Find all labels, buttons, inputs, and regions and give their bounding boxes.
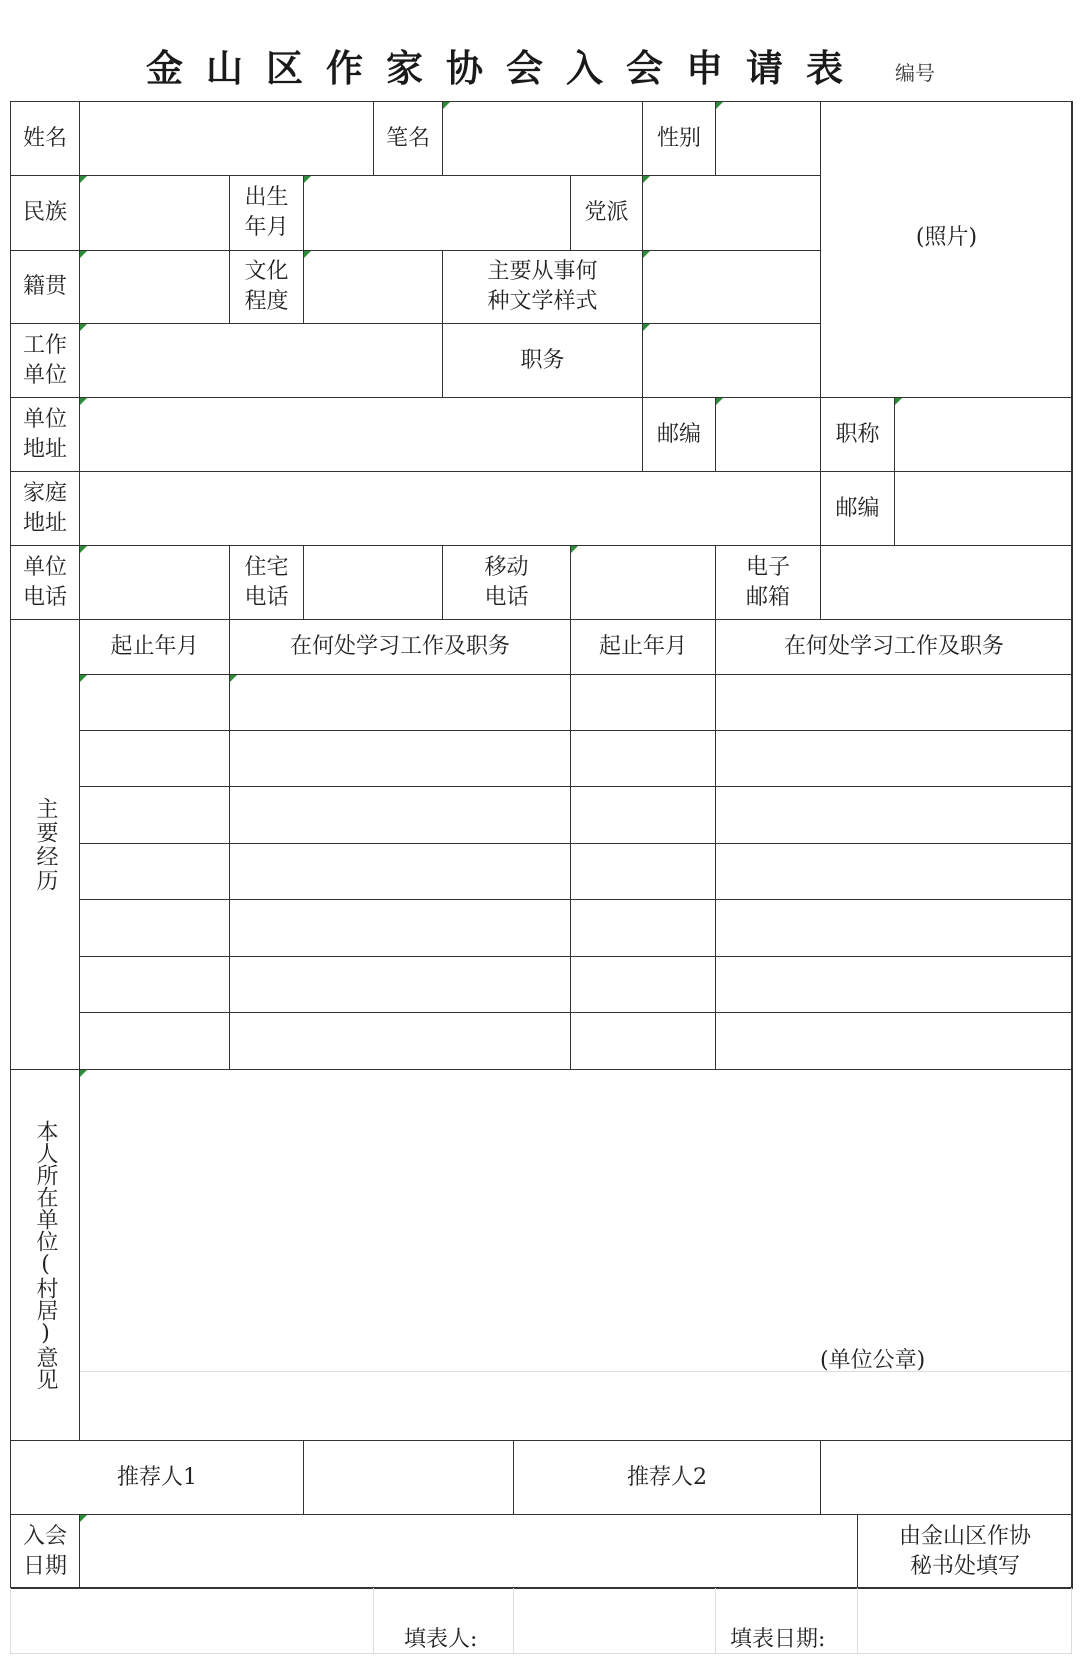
footer-line-2 (373, 1588, 374, 1654)
party-label-text: 党派 (584, 200, 629, 225)
native-place-input[interactable] (79, 250, 229, 323)
opinion-section-label-text: 本人所在单位(村居)意见 (33, 1120, 58, 1390)
serial-number-label: 编号 (895, 61, 935, 85)
education-label (229, 250, 303, 323)
name-label-text: 姓名 (22, 125, 67, 151)
title-rank-input[interactable] (894, 397, 1072, 471)
genre-label (442, 250, 642, 323)
admission-date-label (10, 1514, 79, 1588)
experience-row-6-cell-3[interactable] (570, 956, 715, 1012)
employer-address-label-text: 单位地址 (22, 406, 67, 462)
office-phone-label-text: 单位电话 (22, 554, 67, 610)
experience-row-1-cell-1[interactable] (79, 674, 229, 730)
filled-by-label: 填表人: (404, 1627, 478, 1652)
footer-line-3 (513, 1588, 514, 1654)
experience-row-1-cell-2[interactable] (229, 674, 570, 730)
employer-address-input[interactable] (79, 397, 642, 471)
experience-header-detail-2 (715, 619, 1072, 674)
admission-note-text: 由金山区作协秘书处填写 (898, 1523, 1031, 1579)
experience-row-5-cell-4[interactable] (715, 899, 1072, 956)
experience-row-5-cell-2[interactable] (229, 899, 570, 956)
birth-label-text: 出生年月 (244, 185, 289, 240)
experience-row-2-cell-4[interactable] (715, 730, 1072, 786)
name-input[interactable] (79, 101, 373, 175)
experience-header-period-2 (570, 619, 715, 674)
email-label-text: 电子邮箱 (745, 554, 790, 610)
genre-label-text: 主要从事何种文学样式 (487, 259, 598, 314)
pen-name-label-text: 笔名 (385, 125, 430, 151)
ethnicity-label (10, 175, 79, 250)
gender-input[interactable] (715, 101, 820, 175)
experience-row-3-cell-4[interactable] (715, 786, 1072, 843)
position-label (442, 323, 642, 397)
genre-input[interactable] (642, 250, 820, 323)
education-input[interactable] (303, 250, 442, 323)
experience-row-7-cell-4[interactable] (715, 1012, 1072, 1069)
employer-address-label (10, 397, 79, 471)
footer-line-5 (857, 1588, 858, 1654)
email-label (715, 545, 820, 619)
experience-row-7-cell-3[interactable] (570, 1012, 715, 1069)
birth-label (229, 175, 303, 250)
experience-row-2-cell-1[interactable] (79, 730, 229, 786)
recommender-1-label-text: 推荐人1 (117, 1464, 197, 1490)
experience-row-6-cell-2[interactable] (229, 956, 570, 1012)
footer-line-4 (715, 1588, 716, 1654)
gender-label (642, 101, 715, 175)
experience-row-1-cell-3[interactable] (570, 674, 715, 730)
bottom-border (10, 1587, 1072, 1589)
title-rank-label (820, 397, 894, 471)
unit-stamp-label: (单位公章) (820, 1348, 926, 1373)
native-place-label-text: 籍贯 (22, 274, 67, 299)
pen-name-input[interactable] (442, 101, 642, 175)
recommender-2-label-text: 推荐人2 (627, 1464, 707, 1490)
experience-row-4-cell-1[interactable] (79, 843, 229, 899)
employer-input[interactable] (79, 323, 442, 397)
home-phone-input[interactable] (303, 545, 442, 619)
home-postcode-label (820, 471, 894, 545)
native-place-label (10, 250, 79, 323)
postcode-label (642, 397, 715, 471)
experience-row-7-cell-2[interactable] (229, 1012, 570, 1069)
email-input[interactable] (820, 545, 1072, 619)
name-label (10, 101, 79, 175)
position-input[interactable] (642, 323, 820, 397)
postcode-input[interactable] (715, 397, 820, 471)
experience-section-label (10, 619, 79, 1069)
form-title: 金山区作家协会入会申请表 (146, 46, 866, 90)
photo-label: (照片) (915, 224, 978, 250)
birth-input[interactable] (303, 175, 570, 250)
home-address-label (10, 471, 79, 545)
title-rank-label-text: 职称 (835, 421, 880, 447)
photo-box[interactable] (820, 101, 1072, 397)
experience-row-3-cell-2[interactable] (229, 786, 570, 843)
experience-header-period-1-text: 起止年月 (110, 634, 199, 659)
recommender-2-input[interactable] (820, 1440, 1072, 1514)
office-phone-input[interactable] (79, 545, 229, 619)
home-postcode-input[interactable] (894, 471, 1072, 545)
party-input[interactable] (642, 175, 820, 250)
education-label-text: 文化程度 (244, 259, 289, 314)
gender-label-text: 性别 (656, 125, 701, 151)
experience-header-detail-1-text: 在何处学习工作及职务 (289, 634, 510, 659)
recommender-2-label (513, 1440, 820, 1514)
opinion-section-label (10, 1069, 79, 1440)
mobile-label-text: 移动电话 (484, 554, 529, 610)
employer-label-text: 工作单位 (22, 332, 67, 388)
pen-name-label (373, 101, 442, 175)
experience-row-3-cell-1[interactable] (79, 786, 229, 843)
experience-row-4-cell-4[interactable] (715, 843, 1072, 899)
experience-row-2-cell-2[interactable] (229, 730, 570, 786)
experience-row-6-cell-1[interactable] (79, 956, 229, 1012)
experience-row-4-cell-2[interactable] (229, 843, 570, 899)
experience-row-4-cell-3[interactable] (570, 843, 715, 899)
admission-date-input[interactable] (79, 1514, 857, 1588)
mobile-label (442, 545, 570, 619)
mobile-input[interactable] (570, 545, 715, 619)
experience-header-detail-1 (229, 619, 570, 674)
experience-row-5-cell-1[interactable] (79, 899, 229, 956)
filled-date-label: 填表日期: (730, 1627, 826, 1652)
experience-row-1-cell-4[interactable] (715, 674, 1072, 730)
recommender-1-input[interactable] (303, 1440, 513, 1514)
ethnicity-label-text: 民族 (22, 200, 67, 225)
opinion-input[interactable] (79, 1069, 1072, 1440)
home-phone-label-text: 住宅电话 (244, 554, 289, 610)
footer-line-right (1071, 1588, 1072, 1654)
experience-row-7-cell-1[interactable] (79, 1012, 229, 1069)
office-phone-label (10, 545, 79, 619)
employer-label (10, 323, 79, 397)
right-border (1071, 101, 1073, 1589)
ethnicity-input[interactable] (79, 175, 229, 250)
position-label-text: 职务 (520, 347, 565, 373)
experience-header-detail-2-text: 在何处学习工作及职务 (783, 634, 1004, 659)
home-address-label-text: 家庭地址 (22, 480, 67, 536)
home-phone-label (229, 545, 303, 619)
experience-row-2-cell-3[interactable] (570, 730, 715, 786)
experience-row-6-cell-4[interactable] (715, 956, 1072, 1012)
admission-note (857, 1514, 1072, 1588)
postcode-label-text: 邮编 (656, 421, 701, 447)
admission-date-label-text: 入会日期 (22, 1523, 67, 1579)
experience-header-period-1 (79, 619, 229, 674)
home-postcode-label-text: 邮编 (835, 495, 880, 521)
footer-line-bottom (10, 1653, 1072, 1654)
recommender-1-label (10, 1440, 303, 1514)
experience-header-period-2-text: 起止年月 (598, 634, 687, 659)
home-address-input[interactable] (79, 471, 820, 545)
experience-section-label-text: 主要经历 (33, 796, 58, 893)
footer-line-left (10, 1588, 11, 1654)
experience-row-5-cell-3[interactable] (570, 899, 715, 956)
party-label (570, 175, 642, 250)
experience-row-3-cell-3[interactable] (570, 786, 715, 843)
